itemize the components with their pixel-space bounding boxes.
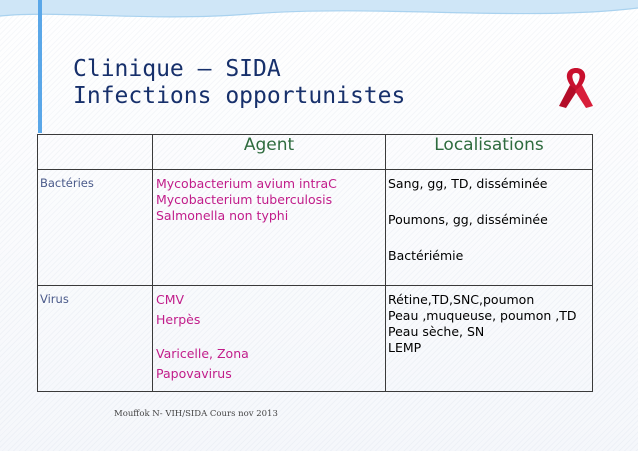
header-localisation: Localisations [386, 135, 593, 170]
top-wave-decoration [0, 0, 638, 26]
agent-item: Herpès [156, 312, 201, 327]
localisation-item: LEMP [388, 340, 422, 355]
localisation-gap [388, 228, 592, 244]
agent-item: CMV [156, 292, 185, 307]
slide-title [73, 56, 405, 110]
localisation-item: Poumons, gg, disséminée [388, 212, 548, 227]
header-agent: Agent [153, 135, 386, 170]
agent-item: Salmonella non typhi [156, 208, 289, 223]
localisation-item: Peau sèche, SN [388, 324, 485, 339]
localisation-cell [386, 170, 593, 286]
infections-table [37, 134, 593, 392]
localisation-item: Sang, gg, TD, disséminée [388, 176, 548, 191]
table-row [38, 170, 593, 286]
localisation-cell [386, 286, 593, 392]
agent-cell [153, 170, 386, 286]
category-cell: Bactéries [38, 170, 153, 286]
footer-text: Mouffok N- VIH/SIDA Cours nov 2013 [114, 409, 278, 419]
agent-item: Varicelle, Zona [156, 346, 249, 361]
red-ribbon-icon [555, 64, 597, 110]
agent-cell [153, 286, 386, 392]
localisation-item: Rétine,TD,SNC,poumon [388, 292, 535, 307]
agent-gap [156, 332, 385, 346]
title-line-1: Clinique – SIDA [73, 56, 281, 82]
category-cell: Virus [38, 286, 153, 392]
agent-item: Mycobacterium avium intraC [156, 176, 337, 191]
agent-item: Mycobacterium tuberculosis [156, 192, 333, 207]
table-row [38, 286, 593, 392]
header-category [38, 135, 153, 170]
localisation-item: Bactériémie [388, 248, 464, 263]
title-line-2: Infections opportunistes [73, 83, 406, 109]
accent-bar [38, 0, 42, 133]
localisation-gap [388, 192, 592, 208]
table-header-row [38, 135, 593, 170]
agent-item: Papovavirus [156, 366, 232, 381]
localisation-item: Peau ,muqueuse, poumon ,TD [388, 308, 577, 323]
